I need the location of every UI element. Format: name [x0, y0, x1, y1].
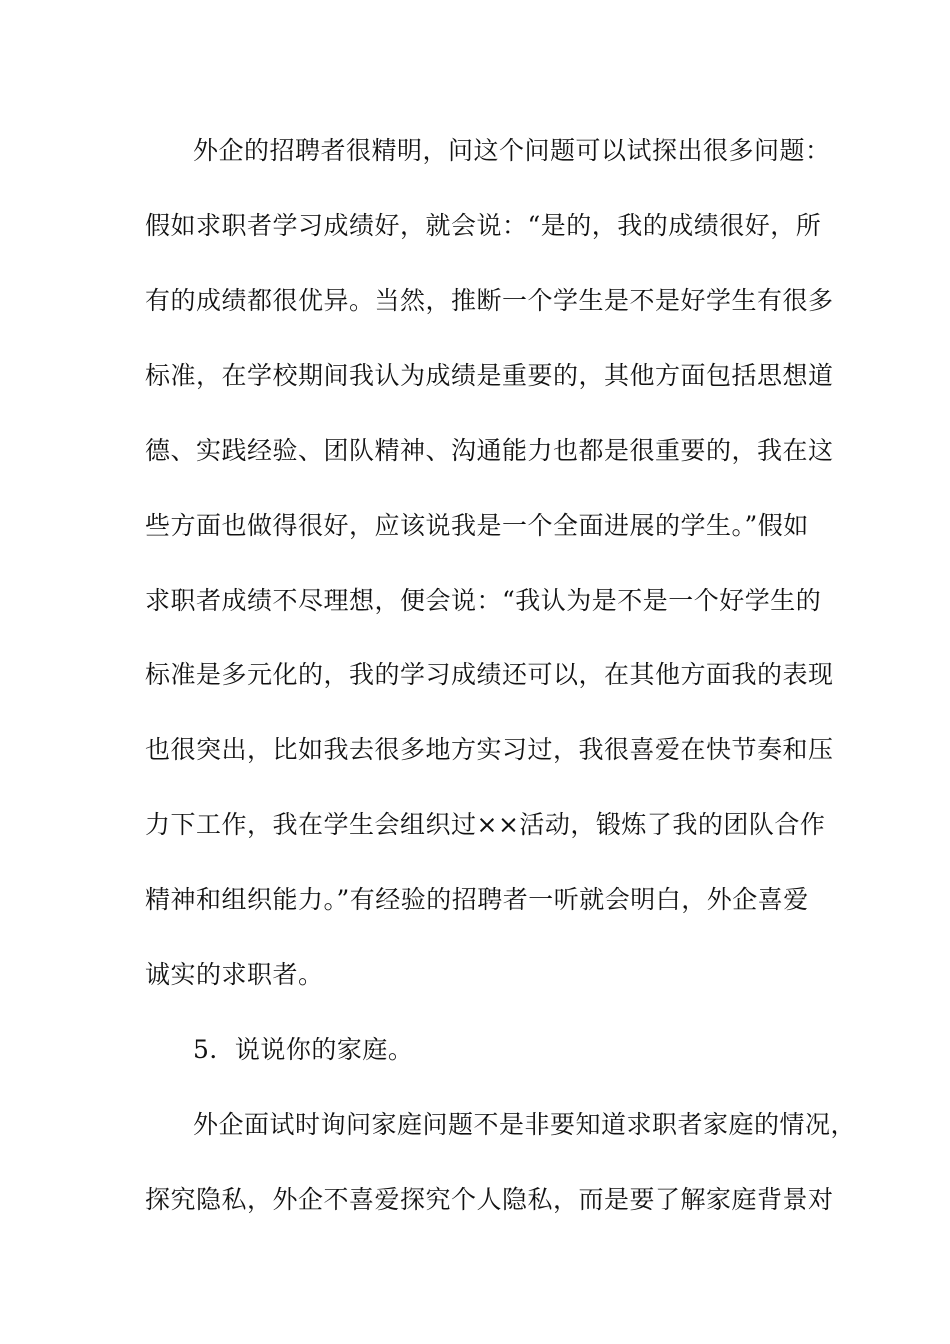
section-heading: 5．说说你的家庭。	[193, 1035, 414, 1064]
paragraph-line-4: 标准，在学校期间我认为成绩是重要的，其他方面包括思想道	[145, 361, 834, 390]
paragraph-line-13: 外企面试时询问家庭问题不是非要知道求职者家庭的情况，	[193, 1110, 857, 1139]
paragraph-line-14: 探究隐私，外企不喜爱探究个人隐私，而是要了解家庭背景对	[145, 1185, 834, 1214]
paragraph-line-12: 诚实的求职者。	[145, 960, 324, 989]
paragraph-line-5: 德、实践经验、团队精神、沟通能力也都是很重要的，我在这	[145, 436, 834, 465]
paragraph-line-8: 标准是多元化的，我的学习成绩还可以，在其他方面我的表现	[145, 660, 834, 689]
paragraph-line-7: 求职者成绩不尽理想，便会说：“我认为是不是一个好学生的	[145, 586, 822, 615]
paragraph-line-2: 假如求职者学习成绩好，就会说：“是的，我的成绩很好，所	[145, 211, 822, 240]
paragraph-line-1: 外企的招聘者很精明，问这个问题可以试探出很多问题：	[193, 136, 831, 165]
paragraph-line-3: 有的成绩都很优异。当然，推断一个学生是不是好学生有很多	[145, 286, 834, 315]
paragraph-line-6: 些方面也做得很好，应该说我是一个全面进展的学生。”假如	[145, 511, 809, 540]
paragraph-line-10: 力下工作，我在学生会组织过××活动，锻炼了我的团队合作	[145, 810, 826, 839]
paragraph-line-11: 精神和组织能力。”有经验的招聘者一听就会明白，外企喜爱	[145, 885, 809, 914]
paragraph-line-9: 也很突出，比如我去很多地方实习过，我很喜爱在快节奏和压	[145, 735, 834, 764]
